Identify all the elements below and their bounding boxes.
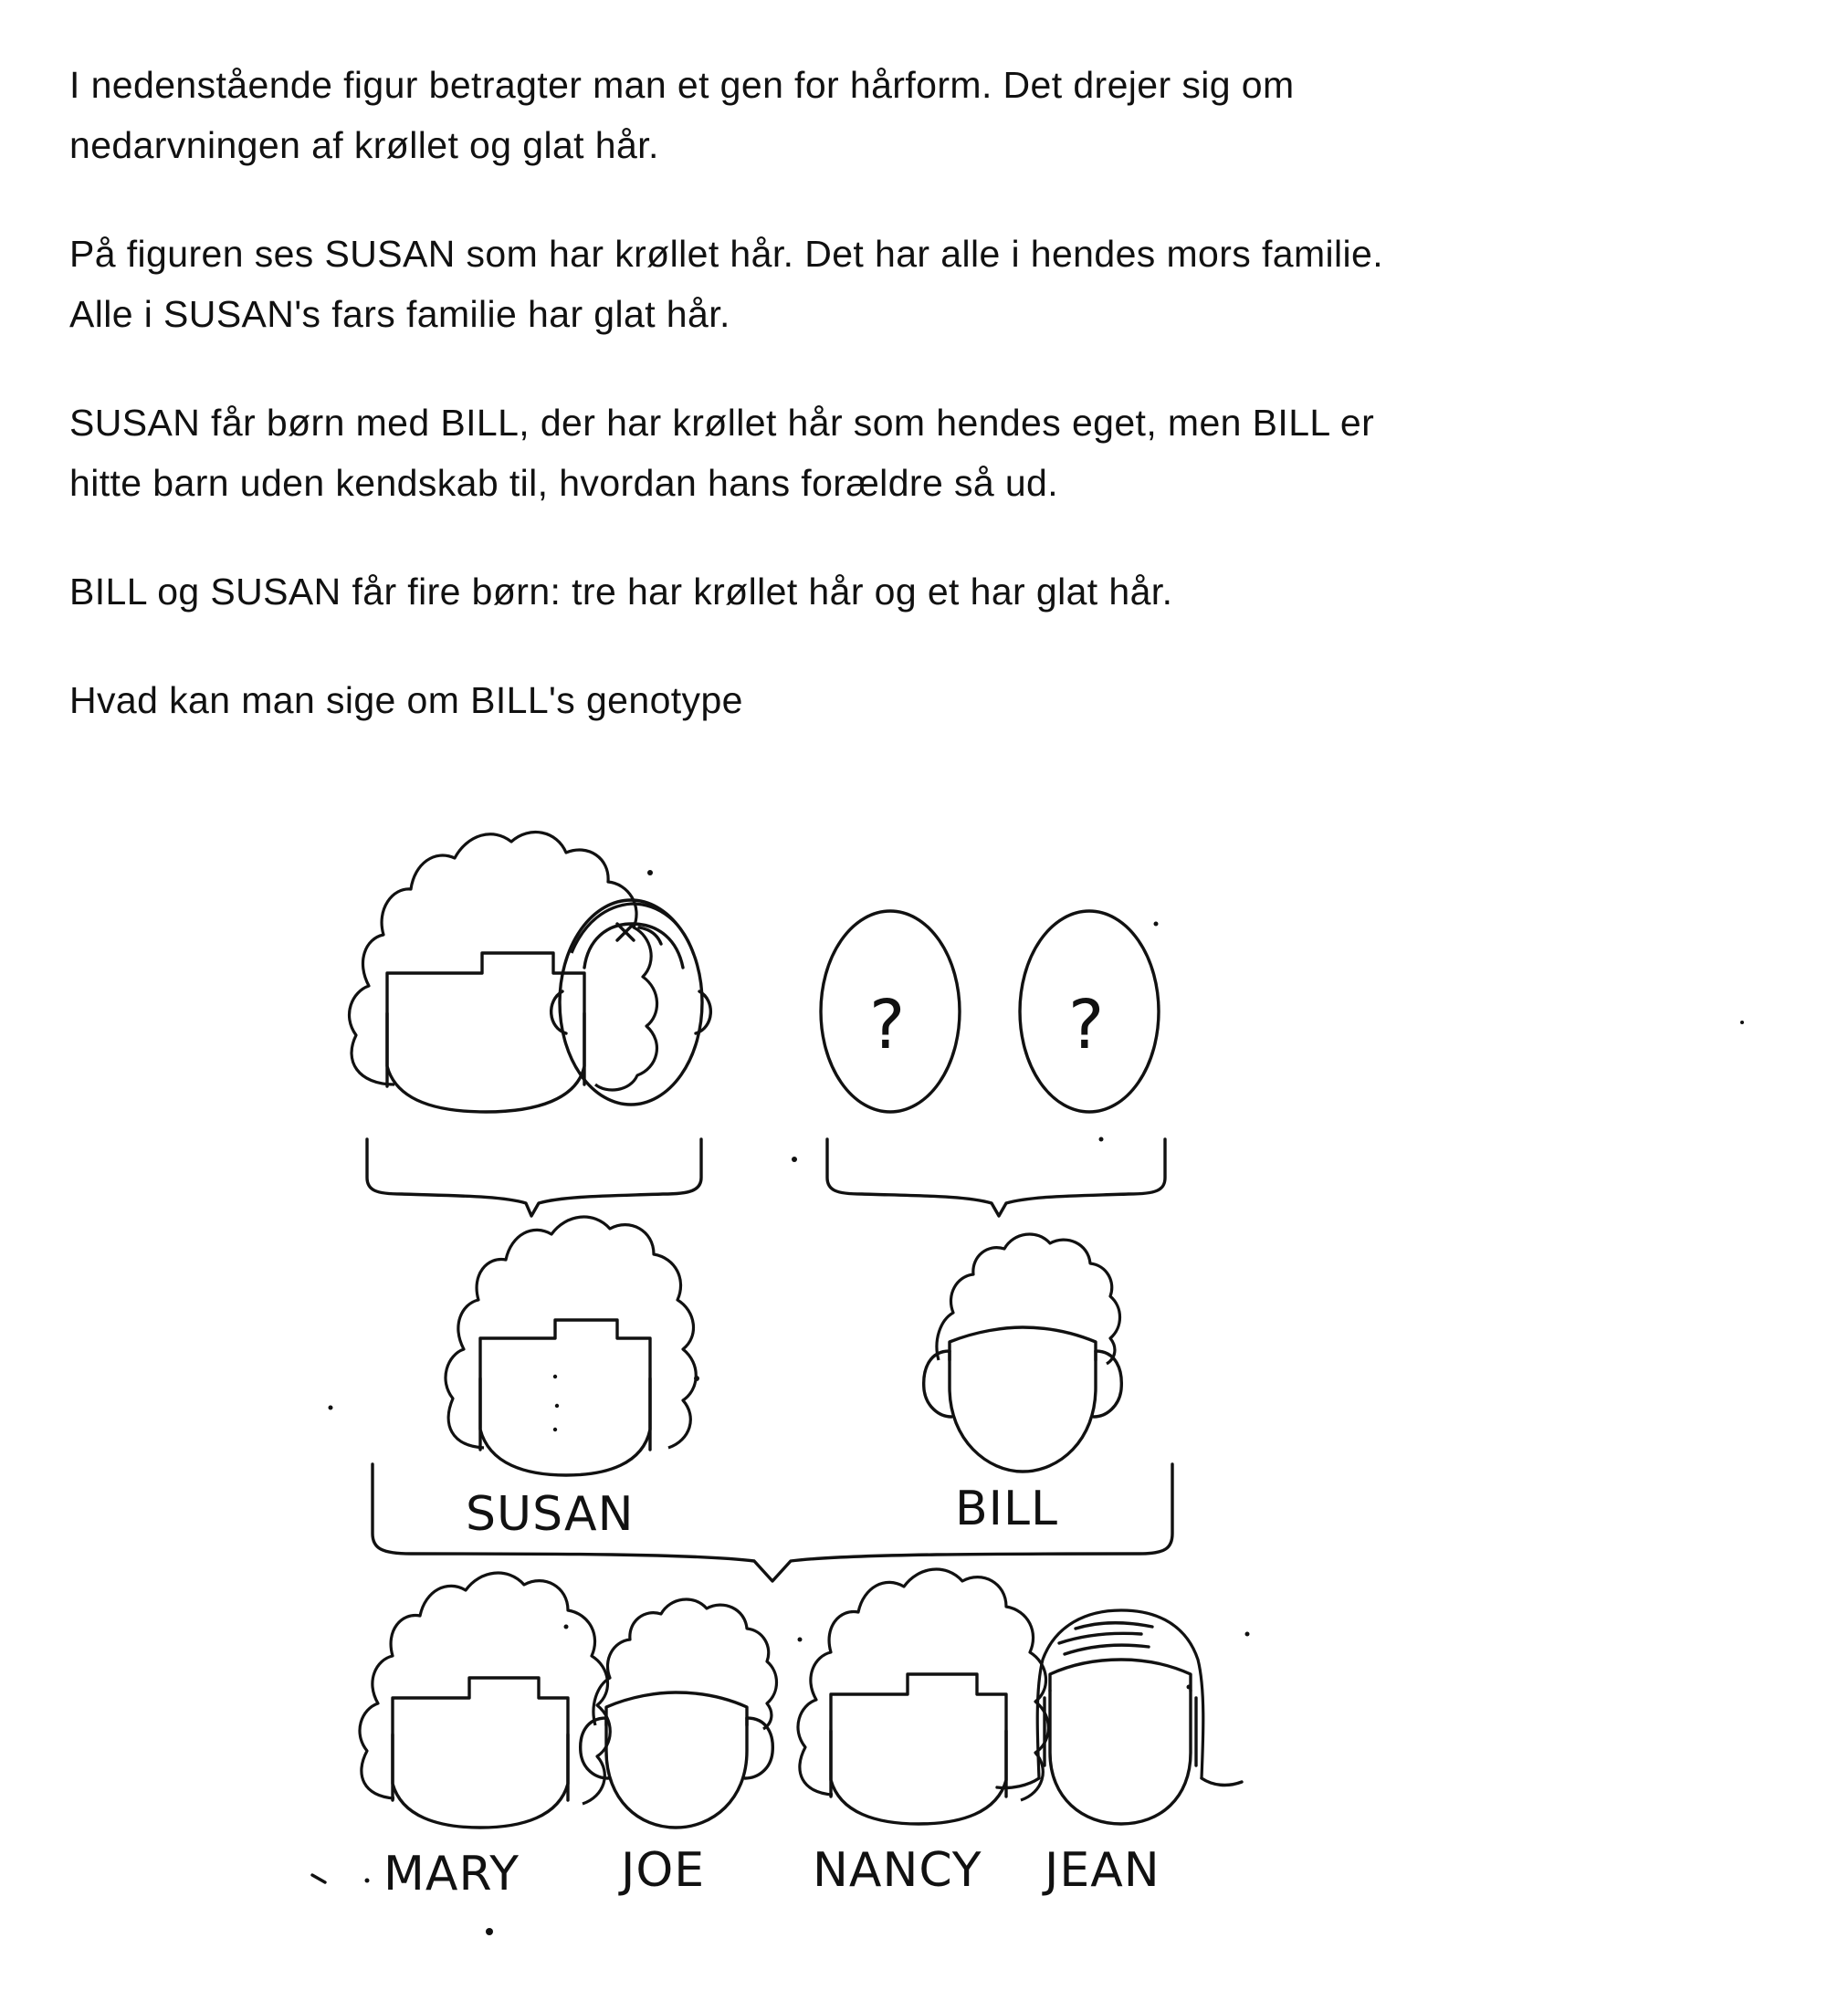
label-jean: JEAN xyxy=(1045,1843,1160,1898)
brace-susan-parents xyxy=(367,1139,701,1216)
bill-unknown-parent-2 xyxy=(1020,911,1159,1112)
label-joe: JOE xyxy=(621,1843,706,1898)
text-line: Hvad kan man sige om BILL's genotype xyxy=(69,679,743,721)
label-nancy: NANCY xyxy=(813,1843,982,1898)
scan-noise xyxy=(312,870,1744,1935)
text-line: BILL og SUSAN får fire børn: tre har krøllet hår og et har glat hår. xyxy=(69,571,1173,613)
question-mark: ? xyxy=(1068,986,1105,1064)
nancy-curly-head xyxy=(798,1569,1048,1824)
label-mary: MARY xyxy=(383,1847,520,1901)
text-line: Alle i SUSAN's fars familie har glat hår. xyxy=(69,293,730,335)
text-line: SUSAN får børn med BILL, der har krøllet hår som hendes eget, men BILL er xyxy=(69,402,1375,444)
text-line: I nedenstående figur betragter man et gen for hårform. Det drejer sig om xyxy=(69,64,1295,106)
brace-bill-parents xyxy=(827,1139,1165,1216)
text-line: hitte barn uden kendskab til, hvordan hans forældre så ud. xyxy=(69,462,1059,504)
susan-curly-head xyxy=(446,1217,696,1475)
question-mark: ? xyxy=(869,986,906,1064)
text-line: På figuren ses SUSAN som har krøllet hår. Det har alle i hendes mors familie. xyxy=(69,233,1384,275)
bill-curly-head xyxy=(924,1234,1122,1472)
label-bill: BILL xyxy=(955,1482,1058,1536)
bill-unknown-parent-1 xyxy=(821,911,960,1112)
joe-curly-head xyxy=(581,1599,777,1828)
susan-mother-curly-head xyxy=(350,833,657,1112)
label-susan: SUSAN xyxy=(466,1487,635,1542)
mary-curly-head xyxy=(360,1573,610,1828)
text-line: nedarvningen af krøllet og glat hår. xyxy=(69,124,659,166)
susan-father-straight-head xyxy=(551,900,711,1105)
